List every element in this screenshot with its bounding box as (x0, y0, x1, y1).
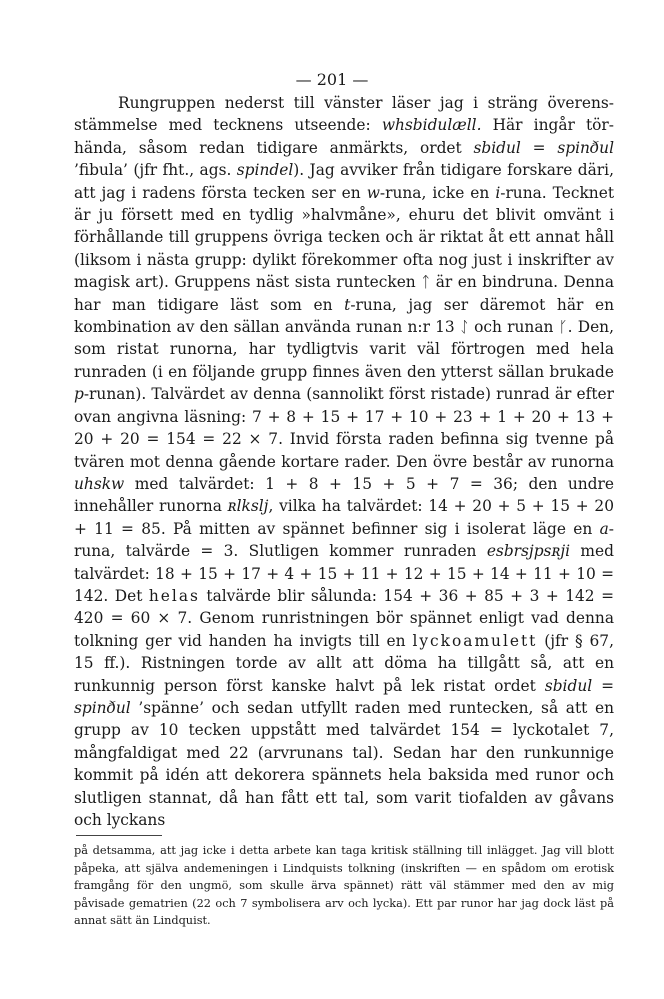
text-segment: och runan (468, 318, 559, 337)
body-text (74, 92, 614, 831)
italic-term: whsbidulæll. (381, 116, 482, 135)
text-segment: -runa, jag ser däremot här en kombination av den sällan använda runan n:r 13 (74, 295, 614, 337)
rune-glyph: ᚴ (558, 318, 568, 337)
italic-term: uhskw (74, 474, 125, 493)
italic-term: t (344, 295, 351, 314)
text-segment: ’fibula’ (jfr fht., ags. (74, 161, 237, 180)
text-segment: Rungruppen nederst till vänster läser jag i sträng överensstämmelse med tecknens utseende: (74, 94, 614, 135)
text-segment: . Den, som ristat runorna, har tydligtvis varit väl förtrogen med hela runraden (i en följande grupp finnes även den ytterst sällan brukade (74, 318, 614, 381)
text-segment: med talvärdet: 1 + 8 + 15 + 5 + 7 = 36; den undre innehåller runorna (74, 474, 614, 516)
footnote: på detsamma, att jag icke i detta arbete kan taga kritisk ställning till inlägget. Jag vill blott påpeka, att själva andemeningen i Lindquists tolkning (inskriften — en spådom om erotisk framgång för den ungmö, som skulle ärva spännet) rätt väl stämmer med den av mig påvisade gematrien (22 och 7 symbolisera arv och lycka). Ett par runor har jag dock läst på annat sätt än Lindquist. (74, 844, 614, 927)
bindrune-glyph: ᛏ (421, 273, 431, 292)
italic-term: esbrsjpsʀji (486, 542, 571, 561)
text-segment: -runan). Talvärdet av denna (sannolikt först ristade) runrad är efter ovan angivna läsning: 7 + 8 + 15 + 17 + 10 + 23 + 1 + 20 + 13 + 20 + 20 = 154 = 22 × 7. Invid första raden befinna sig tvenne på tvären mot denna gående kortare rader. Den övre består av runorna (74, 385, 614, 471)
italic-term: spindel (236, 161, 294, 180)
text-segment: -runa, talvärde = 3. Slutligen kommer runraden (74, 519, 614, 561)
italic-term: i (495, 183, 501, 202)
page-number: — 201 — (295, 70, 369, 89)
spaced-term: lyckoamulett (412, 631, 538, 650)
text-segment: Här ingår törhända, såsom redan tidigare anmärkts, ordet (74, 116, 614, 157)
italic-term: ʀlkslj (227, 497, 269, 516)
footnote-divider (76, 835, 162, 836)
text-segment: med talvärdet: 18 + 15 + 17 + 4 + 15 + 11 + 12 + 15 + 14 + 11 + 10 = 142. Det (74, 542, 614, 605)
italic-term: w (366, 183, 380, 202)
text-segment: (jfr § 67, 15 ff.). Ristningen torde av allt att döma ha tillgått så, att en runkunnig person först kanske halvt på lek ristat ordet (74, 631, 614, 695)
main-paragraph (74, 92, 614, 831)
italic-term: p (74, 385, 84, 404)
text-segment: -runa. Tecknet är ju försett med en tydlig »halvmåne», ehuru det blivit omvänt i förhållande till gruppens övriga tecken och är riktat åt ett annat håll (liksom i nästa grupp: dylikt förekommer ofta nog just i inskrifter av magisk art). Gruppens näst sista runtecken (74, 183, 615, 292)
text-segment: är en bindruna. Denna har man tidigare läst som en (74, 273, 614, 314)
text-segment: , vilka ha talvärdet: 14 + 20 + 5 + 15 + 20 + 11 = 85. På mitten av spännet befinner sig i isolerat läge en (74, 497, 615, 538)
italic-term: a (599, 519, 609, 538)
text-segment: ’spänne’ och sedan utfyllt raden med runtecken, så att en grupp av 10 tecken uppstått med talvärdet 154 = lyckotalet 7, mångfaldigat med 22 (arvrunans tal). Sedan har den runkunnige kommit på idén att dekorera spännets hela baksida med runor och slutligen stannat, då han fått ett tal, som varit tiofalden av gåvans och lyckans (74, 698, 614, 829)
text-segment: ). Jag avviker från tidigare forskare däri, att jag i radens första tecken ser en (74, 161, 614, 202)
italic-term: sbidul = spinðul (473, 138, 614, 157)
text-segment: talvärde blir sålunda: 154 + 36 + 85 + 3 + 142 = 420 = 60 × 7. Genom runristningen bör spännet enligt vad denna tolkning ger vid handen ha invigts till en (74, 586, 614, 650)
rune-13-glyph: ᛇ (459, 318, 469, 337)
italic-term: sbidul = spinðul (74, 676, 614, 717)
spaced-term: helas (148, 586, 200, 605)
text-segment: -runa, icke en (379, 183, 496, 202)
